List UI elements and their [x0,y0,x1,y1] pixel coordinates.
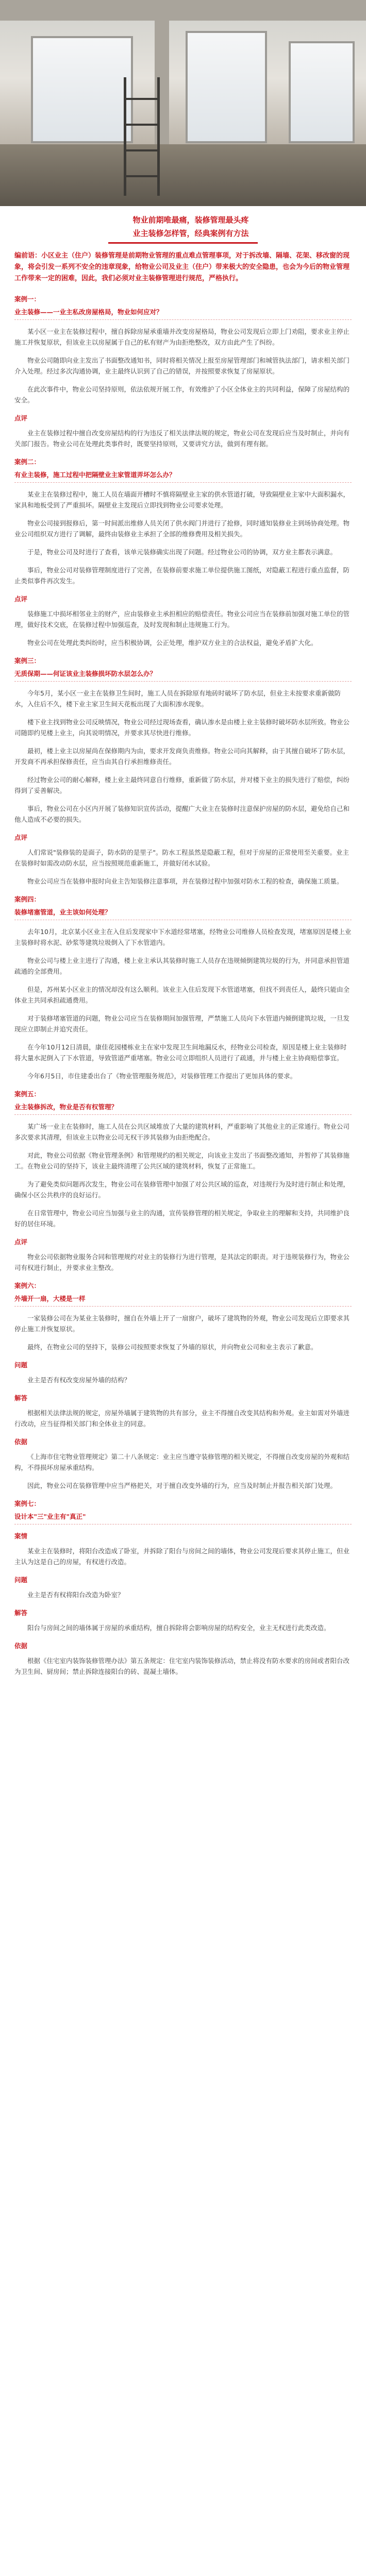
body-paragraph: 业主是否有权改变房屋外墙的结构？ [27,1376,131,1384]
hero-image [0,0,366,206]
title-underline [108,242,258,244]
body-paragraph: 但是，苏州某小区业主的情况却没有这么顺利。该业主入住后发现下水管道堵塞，但找不到责任人，最终只能由全体业主共同承担疏通费用。 [14,986,350,1004]
case-label: 案例六： [14,1282,41,1290]
body-paragraph: 一家装修公司在为某业主装修时，擅自在外墙上开了一扇窗户，破坏了建筑物的外观，物业公司发现后立即要求其停止施工并恢复原状。 [14,1314,350,1333]
body-paragraph: 事后，物业公司对装修管理制度进行了完善，在装修前要求施工单位提供施工图纸，对隐蔽工程进行重点监督，防止类似事件再次发生。 [14,566,350,585]
sub-heading: 依据 [14,1642,28,1650]
sub-heading: 点评 [14,834,28,841]
case-label: 案例三： [14,657,41,665]
body-paragraph: 物业公司接到报修后，第一时间派出维修人员关闭了供水阀门并进行了抢修，同时通知装修业主到场协商处理。物业公司组织双方进行了调解，最终由装修业主承担了全部的维修费用及相关损失。 [14,519,350,538]
case-label: 案例七： [14,1500,41,1507]
body-paragraph: 为了避免类似问题再次发生，物业公司在装修管理中加强了对公共区域的巡查，对违规行为及时进行制止和处理，确保小区公共秩序的良好运行。 [14,1180,350,1199]
case-title: 业主装修拆改，物业是否有权管理？ [14,1101,352,1115]
body-paragraph: 最初，楼上业主以房屋尚在保修期内为由，要求开发商负责维修。物业公司向其解释，由于其擅自破坏了防水层，开发商不再承担保修责任，应当由其自行承担维修责任。 [14,747,350,766]
body-paragraph: 事后，物业公司在小区内开展了装修知识宣传活动，提醒广大业主在装修时注意保护房屋的防水层，避免给自己和他人造成不必要的损失。 [14,805,350,823]
sub-heading: 点评 [14,595,28,603]
body-paragraph: 对此，物业公司依据《物业管理条例》和管理规约的相关规定，向该业主发出了书面整改通知，并暂停了其装修施工。在物业公司的坚持下，该业主最终清理了公共区域的建筑材料，恢复了正常施工。 [14,1151,350,1170]
case-title: 有业主装修，施工过程中把隔壁业主家管道弄坏怎么办？ [14,469,352,483]
body-paragraph: 某业主在装修过程中，施工人员在墙面开槽时不慎将隔壁业主家的供水管道打破，导致隔壁业主家中大面积漏水，家具和地板受到了严重损坏。隔壁业主发现后立即找到物业公司要求处理。 [14,490,350,509]
body-paragraph: 装修施工中损坏相邻业主的财产，应由装修业主承担相应的赔偿责任。物业公司应当在装修前加强对施工单位的管理，做好技术交底，在装修过程中加强巡查，及时发现和制止违规施工行为。 [14,610,350,629]
body-paragraph: 于是，物业公司及时进行了查看，该单元装修确实出现了问题。经过物业公司的协调，双方业主都表示满意。 [27,548,337,556]
article-title [103,213,263,244]
body-paragraph: 阳台与房间之间的墙体属于房屋的承重结构，擅自拆除将会影响房屋的结构安全，业主无权进行此类改造。 [27,1624,330,1632]
sub-heading: 解答 [14,1394,28,1402]
body-paragraph: 楼下业主找到物业公司反映情况，物业公司经过现场查看，确认渗水是由楼上业主装修时破坏防水层所致。物业公司随即约见楼上业主，向其说明情况，并要求其尽快进行维修。 [14,718,350,737]
body-paragraph: 今年5月，某小区一业主在装修卫生间时，施工人员在拆除原有地砖时破坏了防水层，但业主未按要求重新做防水，入住后不久，楼下业主家卫生间天花板出现了大面积渗水现象。 [14,689,341,708]
article-body [14,250,352,1684]
sub-heading: 点评 [14,1238,28,1246]
body-paragraph: 在此次事件中，物业公司坚持原则，依法依规开展工作，有效维护了小区全体业主的共同利益，保障了房屋结构的安全。 [14,385,350,404]
case-title: 业主装修——一业主私改房屋格局，物业如何应对？ [14,307,352,320]
body-paragraph: 经过物业公司的耐心解释，楼上业主最终同意自行维修，重新做了防水层，并对楼下业主的损失进行了赔偿，纠纷得到了妥善解决。 [14,776,350,794]
body-paragraph: 业主在装修过程中擅自改变房屋结构的行为违反了相关法律法规的规定，物业公司在发现后应当及时制止，并向有关部门报告。物业公司在处理此类事件时，既要坚持原则，又要讲究方法，做到有理有据。 [14,429,350,448]
body-paragraph: 根据相关法律法规的规定，房屋外墙属于建筑物的共有部分，业主不得擅自改变其结构和外观。业主如需对外墙进行改动，应当征得相关部门和全体业主的同意。 [14,1409,350,1428]
case-label: 案例四： [14,895,41,903]
body-paragraph: 物业公司与楼上业主进行了沟通，楼上业主承认其装修时施工人员存在违规倾倒建筑垃圾的行为，并同意承担管道疏通的全部费用。 [14,957,350,975]
body-paragraph: 业主是否有权将阳台改造为卧室？ [27,1591,124,1599]
sub-heading: 问题 [14,1576,28,1584]
sub-heading: 依据 [14,1438,28,1446]
body-paragraph: 去年10月，北京某小区业主在入住后发现家中下水道经常堵塞，经物业公司维修人员检查发现，堵塞原因是楼上业主装修时将水泥、砂浆等建筑垃圾倒入了下水管道内。 [14,928,352,946]
body-paragraph: 某小区一业主在装修过程中，擅自拆除房屋承重墙并改变房屋格局，物业公司发现后立即上门劝阻，要求业主停止施工并恢复原状，但该业主以房屋属于自己的私有财产为由拒绝整改，双方由此产生了纠纷。 [14,328,350,346]
case-title: 外墙开一扇，大楼是一样 [14,1293,352,1307]
case-label: 案例一： [14,295,41,303]
body-paragraph: 物业公司随即向业主发出了书面整改通知书，同时将相关情况上报至房屋管理部门和城管执法部门，请求相关部门介入处理。经过多次沟通协调，业主最终认识到了自己的错误，并按照要求恢复了房屋原状。 [14,357,350,375]
body-paragraph: 物业公司应当在装修申报时向业主告知装修注意事项，并在装修过程中加强对防水工程的检查，确保施工质量。 [27,877,343,885]
body-paragraph: 人们常说"装修装的是面子，防水防的是里子"。防水工程虽然是隐蔽工程，但对于房屋的正常使用至关重要。业主在装修时如需改动防水层，应当按照规范重新施工，并做好闭水试验。 [14,849,350,867]
body-paragraph: 某广场一业主在装修时，施工人员在公共区域堆放了大量的建筑材料，严重影响了其他业主的正常通行。物业公司多次要求其清理，但该业主以物业公司无权干涉其装修为由拒绝配合。 [14,1123,350,1141]
sub-heading: 案情 [14,1532,28,1540]
sub-heading: 问题 [14,1361,28,1369]
sub-heading: 点评 [14,414,28,422]
sub-heading: 解答 [14,1609,28,1617]
body-paragraph: 《上海市住宅物业管理规定》第二十八条规定：业主应当遵守装修管理的相关规定，不得擅自改变房屋的外观和结构，不得损坏房屋承重结构。 [14,1453,350,1471]
case-title: 装修堵塞管道，业主该如何处理？ [14,907,352,920]
body-paragraph: 物业公司依据物业服务合同和管理规约对业主的装修行为进行管理，是其法定的职责。对于违规装修行为，物业公司有权进行制止，并要求业主整改。 [14,1253,350,1272]
case-title: 无质保期——何证该业主装修损坏防水层怎么办？ [14,668,352,682]
body-paragraph: 在今年10月12日清晨，康佳花园楼栋业主在家中发现卫生间地漏反水，经物业公司检查，原因是楼上业主装修时将大量水泥倒入了下水管道，导致管道严重堵塞。物业公司立即组织人员进行了疏通，并与楼上业主协商赔偿事宜。 [14,1043,347,1062]
editor-intro: 编前语：小区业主（住户）装修管理是前期物业管理的重点难点管理事项，对于拆改墙、隔墙、花架、移改窗的现象，将会引发一系列不安全的违章现象，给物业公司及业主（住户）带来极大的安全隐患，也会为今后的物业管理工作带来一定的困难，因此，我们必须对业主装修管理进行规范，严格执行。 [14,252,350,282]
body-paragraph: 物业公司在处理此类纠纷时，应当积极协调，公正处理，维护双方业主的合法权益，避免矛盾扩大化。 [27,639,318,647]
body-paragraph: 因此，物业公司在装修管理中应当严格把关，对于擅自改变外墙的行为，应当及时制止并报告相关部门处理。 [27,1482,337,1489]
body-paragraph: 最终，在物业公司的坚持下，装修公司按照要求恢复了外墙的原状，并向物业公司和业主表示了歉意。 [27,1343,318,1351]
case-label: 案例二： [14,458,41,466]
case-label: 案例五： [14,1090,41,1098]
case-title: 设计本"三"业主有"真正" [14,1511,352,1524]
title-line-1: 物业前期唯最痛，装修管理最头疼 [132,215,249,225]
body-paragraph: 根据《住宅室内装饰装修管理办法》第五条规定：住宅室内装饰装修活动，禁止将没有防水要求的房间或者阳台改为卫生间、厨房间；禁止拆除连接阳台的砖、混凝土墙体。 [14,1657,350,1675]
body-paragraph: 对于装修堵塞管道的问题，物业公司应当在装修期间加强管理，严禁施工人员向下水管道内倾倒建筑垃圾，一旦发现应立即制止并追究责任。 [14,1014,350,1033]
body-paragraph: 某业主在装修时，将阳台改造成了卧室，并拆除了阳台与房间之间的墙体，物业公司发现后要求其停止施工，但业主认为这是自己的房屋，有权进行改造。 [14,1547,350,1566]
body-paragraph: 在日常管理中，物业公司应当加强与业主的沟通，宣传装修管理的相关规定，争取业主的理解和支持，共同维护良好的居住环境。 [14,1209,350,1228]
body-paragraph: 今年6月5日，市住建委出台了《物业管理服务规范》，对装修管理工作提出了更加具体的要求。 [27,1072,297,1080]
title-line-2: 业主装修怎样管，经典案例有方法 [132,229,249,238]
